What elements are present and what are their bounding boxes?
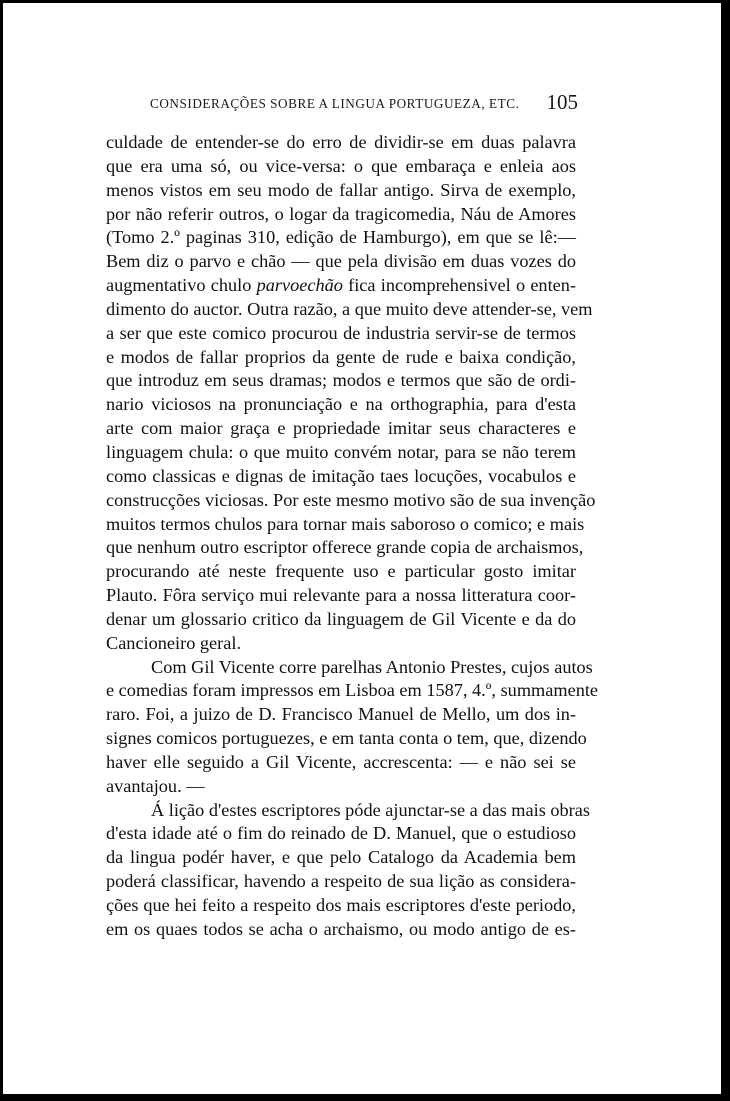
- text-line: haver elle seguido a Gil Vicente, accrescenta: — e não sei se: [106, 751, 576, 772]
- text-line: [106, 274, 576, 298]
- page-header: [150, 90, 578, 119]
- text-line: e comedias foram impressos em Lisboa em 1587, 4.º, summamente: [106, 680, 599, 701]
- text-line: culdade de entender-se do erro de dividir-se em duas palavra: [106, 132, 576, 152]
- text-line: procurando até neste frequente uso e particular gosto imitar: [106, 561, 576, 582]
- text-line: raro. Foi, a juizo de D. Francisco Manuel de Mello, um dos in-: [106, 704, 576, 725]
- text-line: da lingua podér haver, e que pelo Catalogo da Academia bem: [106, 847, 576, 868]
- page-number: 105: [546, 90, 578, 114]
- text-line: por não referir outros, o logar da tragicomedia, Náu de Amores: [106, 203, 576, 224]
- text-line: menos vistos em seu modo de fallar antigo. Sirva de exemplo,: [106, 179, 576, 200]
- text-line: como classicas e dignas de imitação taes locuções, vocabulos e: [106, 465, 576, 486]
- text-line: a ser que este comico procurou de industria servir-se de termos: [106, 322, 576, 343]
- text-line: que nenhum outro escriptor offerece grande copia de archaismos,: [106, 537, 584, 558]
- text-line: e modos de fallar proprios da gente de rude e baixa condição,: [106, 346, 576, 367]
- text-line: muitos termos chulos para tornar mais saboroso o comico; e mais: [106, 513, 585, 534]
- text-line: Com Gil Vicente corre parelhas Antonio Prestes, cujos autos: [151, 656, 593, 677]
- text-line: Bem diz o parvo e chão — que pela divisão em duas vozes do: [106, 251, 576, 272]
- text-line: (Tomo 2.º paginas 310, edição de Hamburgo), em que se lê:—: [106, 227, 576, 248]
- text-line: que era uma só, ou vice-versa: o que embaraça e enleia aos: [106, 155, 576, 176]
- text-line: Á lição d'estes escriptores póde ajunctar-se a das mais obras: [151, 799, 590, 820]
- text-line: dimento do auctor. Outra razão, a que muito deve attender-se, vem: [106, 298, 593, 319]
- body-text: [106, 131, 599, 942]
- running-title: CONSIDERAÇÕES SOBRE A LINGUA PORTUGUEZA, ETC.: [150, 96, 520, 111]
- text-line: linguagem chula: o que muito convém notar, para se não terem: [106, 441, 576, 462]
- text-line: que introduz em seus dramas; modos e termos que são de ordi-: [106, 370, 576, 391]
- text-line: ções que hei feito a respeito dos mais escriptores d'este periodo,: [106, 895, 576, 915]
- text-line: Cancioneiro geral.: [106, 632, 242, 653]
- text-line: signes comicos portuguezes, e em tanta conta o tem, que, dizendo: [106, 728, 587, 749]
- text-line: poderá classificar, havendo a respeito de sua lição as considera-: [106, 871, 576, 892]
- book-page: [3, 3, 721, 1094]
- text-line: denar um glossario critico da linguagem de Gil Vicente e da do: [106, 608, 576, 629]
- text-line: construcções viciosas. Por este mesmo motivo são de sua invenção: [106, 489, 596, 510]
- text-segment: fica incomprehensivel o enten-: [348, 275, 576, 296]
- text-line: d'esta idade até o fim do reinado de D. Manuel, que o estudioso: [106, 823, 576, 844]
- text-segment: augmentativo chulo: [106, 275, 252, 296]
- text-line: Plauto. Fôra serviço mui relevante para a nossa litteratura coor-: [106, 585, 576, 606]
- text-line: em os quaes todos se acha o archaismo, ou modo antigo de es-: [106, 918, 576, 939]
- italic-term: parvoechão: [256, 275, 343, 296]
- text-line: arte com maior graça e propriedade imitar seus characteres e: [106, 418, 576, 439]
- text-line: avantajou. —: [106, 775, 205, 796]
- text-line: nario viciosos na pronunciação e na orthographia, para d'esta: [106, 394, 576, 415]
